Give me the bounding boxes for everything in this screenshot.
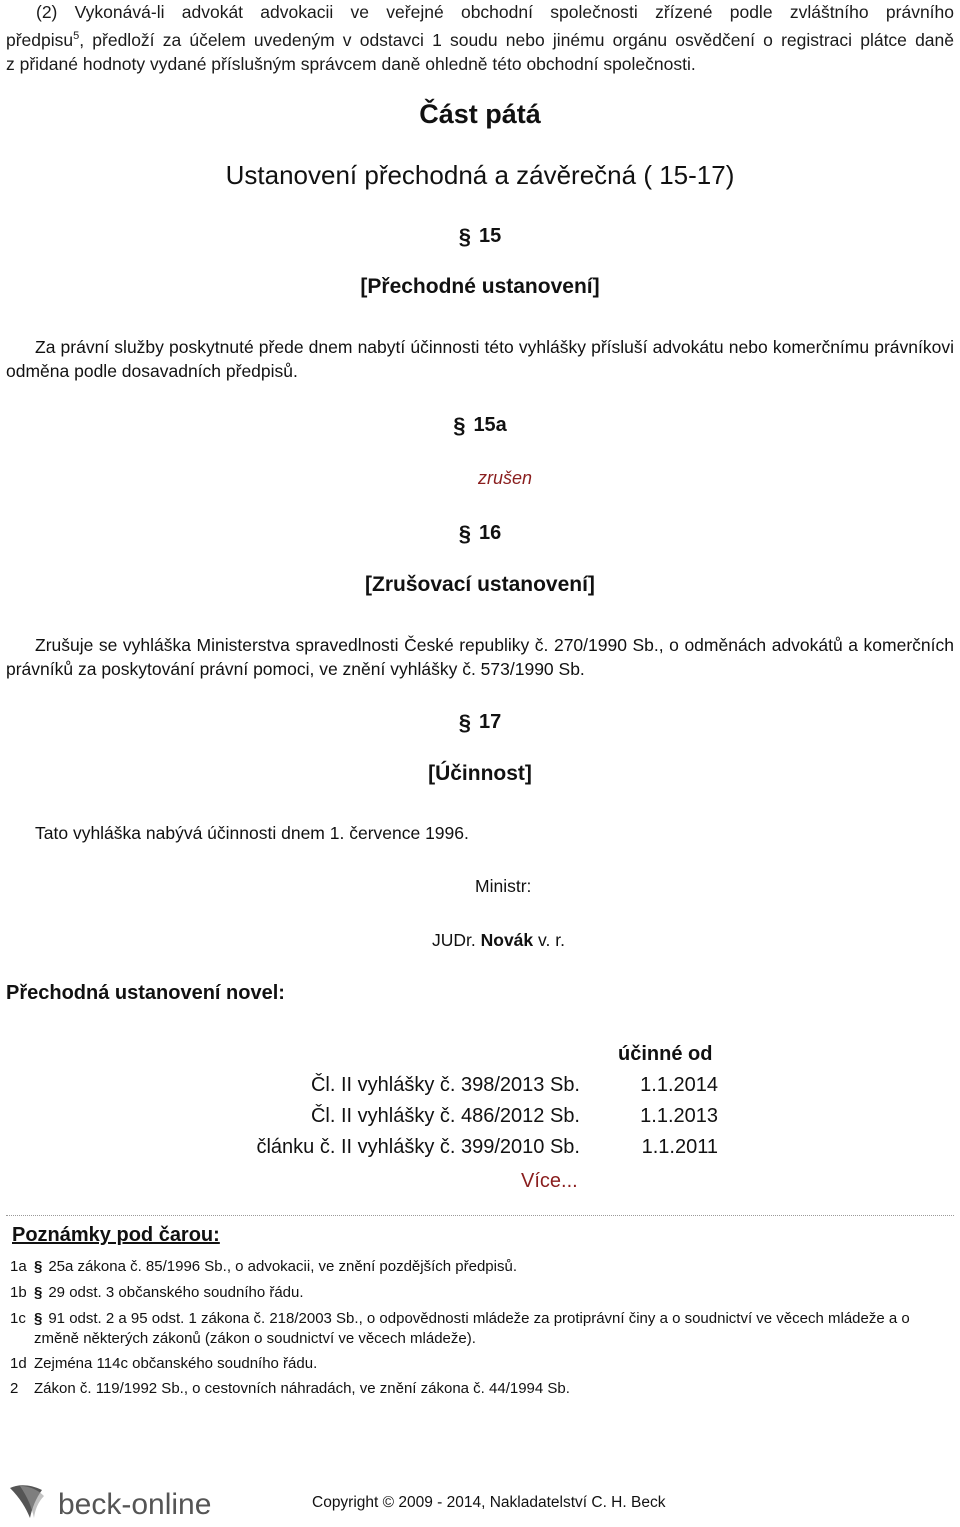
section-15a-number: § 15a: [453, 413, 507, 438]
section-17-heading: [Účinnost]: [428, 762, 532, 785]
section-15a-status: zrušen: [477, 468, 533, 488]
section-icon: §: [458, 224, 471, 249]
section-15-number: § 15: [458, 224, 502, 249]
beck-online-logo[interactable]: [8, 1482, 248, 1522]
footnote-item: 1b § 29 odst. 3 občanského soudního řádu.: [10, 1284, 304, 1301]
amendments-heading: Přechodná ustanovení novel:: [6, 982, 285, 1004]
section-15-text: Za právní služby poskytnuté přede dnem nabytí účinnosti této vyhlášky přísluší advokátu nebo komerčnímu právníkovi odměna podle dosavadních předpisů.: [6, 337, 954, 381]
part-title: Část pátá: [419, 99, 541, 129]
section-16-heading: [Zrušovací ustanovení]: [365, 573, 595, 596]
footnote-item: 1c § 91 odst. 2 a 95 odst. 1 zákona č. 218/2003 Sb., o odpovědnosti mládeže za protiprávní činy a o soudnictví ve věcech mládeže a o změně některých zákonů (zákon o soudnictví ve věcech mládeže).: [10, 1310, 910, 1347]
footnote-key: 1a: [10, 1258, 27, 1275]
logo-text: beck-online: [58, 1488, 212, 1521]
section-icon: §: [34, 1258, 43, 1275]
beck-online-logo-icon: [8, 1482, 248, 1522]
amendment-row[interactable]: [200, 1074, 740, 1105]
intro-line-2a: předpisu: [6, 29, 74, 50]
footnote-item: 1a § 25a zákona č. 85/1996 Sb., o advokacii, ve znění pozdějších předpisů.: [10, 1258, 517, 1275]
footnote-key: 1b: [10, 1284, 27, 1301]
footnote-item: 1d Zejména 114c občanského soudního řádu.: [10, 1355, 318, 1372]
intro-line-2b: , předloží za účelem uvedeným v odstavci 1 soudu nebo jinému orgánu osvědčení o registraci plátce daně: [79, 29, 954, 50]
section-17-number: § 17: [458, 710, 502, 735]
section-15-heading: [Přechodné ustanovení]: [360, 275, 600, 298]
copyright: Copyright © 2009 - 2014, Nakladatelství C. H. Beck: [312, 1494, 666, 1511]
amendment-label: Čl. II vyhlášky č. 398/2013 Sb.: [310, 1074, 580, 1096]
amendment-row[interactable]: [200, 1136, 740, 1167]
section-icon: §: [34, 1284, 43, 1301]
signature-role: Ministr:: [475, 876, 532, 896]
amendment-label: Čl. II vyhlášky č. 486/2012 Sb.: [310, 1105, 580, 1127]
amendment-row[interactable]: [200, 1105, 740, 1136]
footnote-key: 1c: [10, 1310, 26, 1327]
footnote-key: 2: [10, 1380, 19, 1397]
divider: [6, 1215, 954, 1216]
section-17-text: Tato vyhláška nabývá účinnosti dnem 1. července 1996.: [35, 823, 469, 843]
signature-name: JUDr. Novák v. r.: [432, 930, 565, 950]
intro-line-3: z přidané hodnoty vydané příslušným správcem daně ohledně této obchodní společnosti.: [6, 53, 696, 74]
amendment-date: 1.1.2011: [641, 1136, 718, 1158]
amendment-label: článku č. II vyhlášky č. 399/2010 Sb.: [256, 1136, 580, 1158]
footnote-key: 1d: [10, 1355, 27, 1372]
section-icon: §: [458, 710, 471, 735]
footnote-ref-5[interactable]: 5: [73, 30, 80, 42]
section-icon: §: [34, 1310, 43, 1327]
footnotes-heading: Poznámky pod čarou:: [12, 1224, 220, 1246]
more-link[interactable]: Více...: [521, 1170, 578, 1192]
amendment-date: 1.1.2014: [640, 1074, 718, 1096]
amendment-date: 1.1.2013: [640, 1105, 718, 1127]
amendments-column-header: účinné od: [618, 1043, 713, 1065]
section-16-number: § 16: [458, 521, 502, 546]
law-link-270-1990[interactable]: Zrušuje se vyhláška Ministerstva spravedlnosti České republiky č. 270/1990 Sb.: [35, 635, 659, 655]
section-icon: §: [458, 521, 471, 546]
part-subtitle: Ustanovení přechodná a závěrečná ( 15-17): [225, 160, 735, 190]
intro-paragraph: [6, 0, 954, 76]
footnote-item: 2 Zákon č. 119/1992 Sb., o cestovních náhradách, ve znění zákona č. 44/1994 Sb.: [10, 1380, 570, 1397]
amendments-table: [200, 1074, 740, 1167]
section-16-text: Zrušuje se vyhláška Ministerstva spravedlnosti České republiky č. 270/1990 Sb., o odměnách advokátů a komerčních právníků za poskytování právní pomoci, ve znění vyhlášky č. 573/1990 Sb.: [6, 635, 954, 679]
intro-line-1: (2) Vykonává-li advokát advokacii ve veřejné obchodní společnosti zřízené podle zvláštního právního: [36, 2, 954, 22]
section-icon: §: [453, 413, 466, 438]
